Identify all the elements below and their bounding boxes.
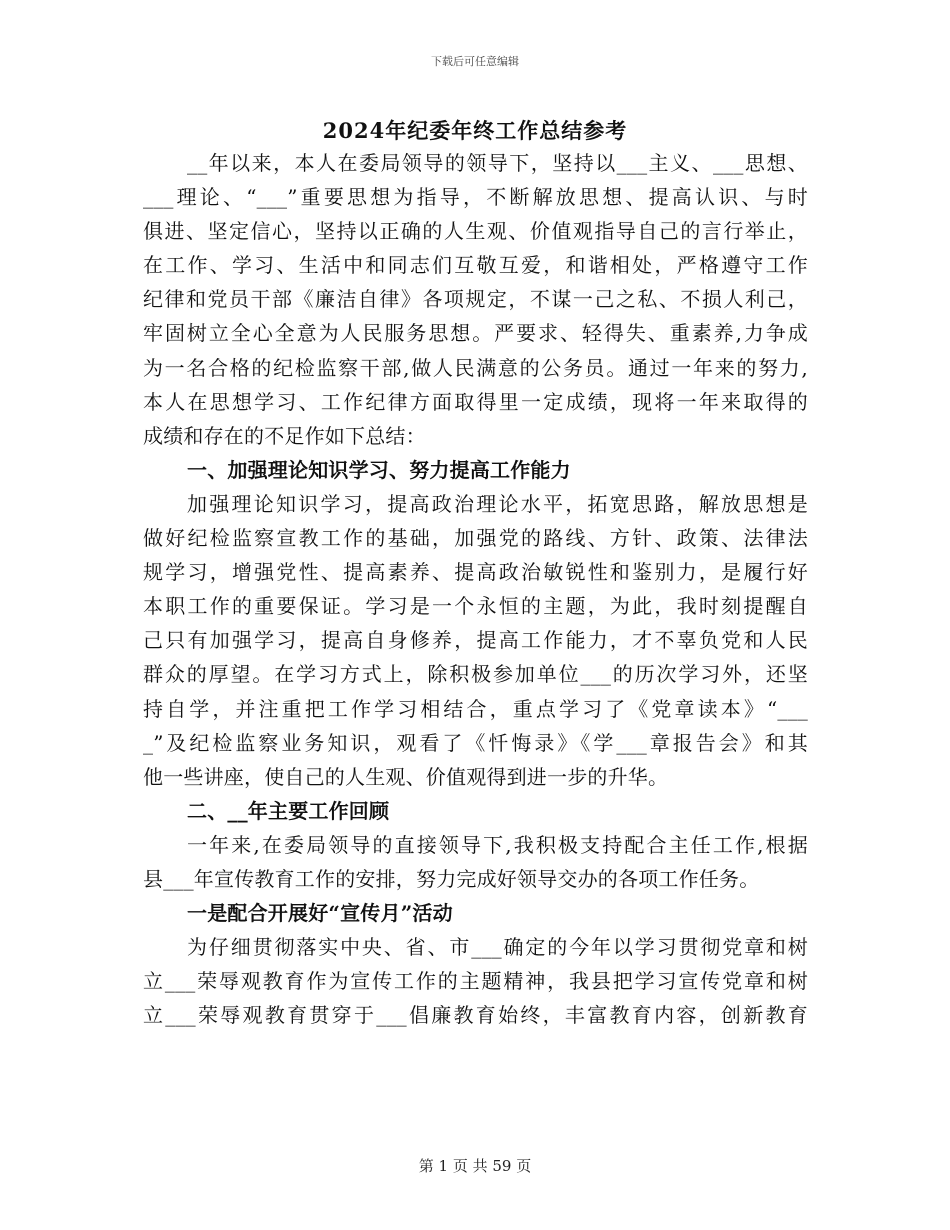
- text-line: 为一名合格的纪检监察干部,做人民满意的公务员。通过一年来的努力,: [143, 355, 808, 380]
- text-line: 本人在思想学习、工作纪律方面取得里一定成绩，现将一年来取得的: [143, 389, 808, 414]
- document-title: 2024年纪委年终工作总结参考: [322, 118, 628, 143]
- text-line: 纪律和党员干部《廉洁自律》各项规定，不谋一己之私、不损人利己，: [143, 287, 808, 312]
- text-line: 在工作、学习、生活中和同志们互敬互爱，和谐相处，严格遵守工作: [143, 253, 808, 278]
- subsection-heading: 一是配合开展好“宣传月”活动: [187, 901, 453, 926]
- text-line: 俱进、坚定信心，坚持以正确的人生观、价值观指导自己的言行举止，: [143, 219, 808, 244]
- text-line: 规学习，增强党性、提高素养、提高政治敏锐性和鉴别力，是履行好: [143, 560, 808, 585]
- text-line: 持自学，并注重把工作学习相结合，重点学习了《党章读本》“___: [143, 696, 808, 721]
- text-line: 做好纪检监察宣教工作的基础，加强党的路线、方针、政策、法律法: [143, 526, 808, 551]
- section-heading: 二、__年主要工作回顾: [187, 798, 390, 823]
- document-body: [143, 146, 808, 1032]
- text-line: 县___年宣传教育工作的安排，努力完成好领导交办的各项工作任务。: [143, 866, 760, 891]
- page-footer: 第 1 页 共 59 页: [418, 1157, 532, 1175]
- text-line: 成绩和存在的不足作如下总结：: [143, 423, 426, 448]
- text-line: 为仔细贯彻落实中央、省、市___确定的今年以学习贯彻党章和树: [187, 935, 808, 960]
- text-line: 己只有加强学习，提高自身修养，提高工作能力，才不辜负党和人民: [143, 628, 808, 653]
- text-line: ___理论、“___”重要思想为指导，不断解放思想、提高认识、与时: [143, 185, 808, 210]
- text-line: 加强理论知识学习，提高政治理论水平，拓宽思路，解放思想是: [187, 491, 808, 516]
- text-line: _”及纪检监察业务知识，观看了《忏悔录》《学___章报告会》和其: [143, 730, 808, 755]
- header-note: 下载后可任意编辑: [431, 55, 519, 68]
- text-line: 牢固树立全心全意为人民服务思想。严要求、轻得失、重素养,力争成: [143, 321, 808, 346]
- text-line: 立___荣辱观教育作为宣传工作的主题精神，我县把学习宣传党章和树: [143, 969, 808, 994]
- text-line: __年以来，本人在委局领导的领导下，坚持以___主义、___思想、: [187, 151, 808, 175]
- text-line: 群众的厚望。在学习方式上，除积极参加单位___的历次学习外，还坚: [143, 662, 808, 687]
- text-line: 他一些讲座，使自己的人生观、价值观得到进一步的升华。: [143, 764, 669, 789]
- text-line: 一年来,在委局领导的直接领导下,我积极支持配合主任工作,根据: [187, 832, 808, 857]
- text-line: 立___荣辱观教育贯穿于___倡廉教育始终，丰富教育内容，创新教育: [143, 1003, 808, 1028]
- text-line: 本职工作的重要保证。学习是一个永恒的主题，为此，我时刻提醒自: [143, 594, 808, 619]
- section-heading: 一、加强理论知识学习、努力提高工作能力: [187, 457, 571, 482]
